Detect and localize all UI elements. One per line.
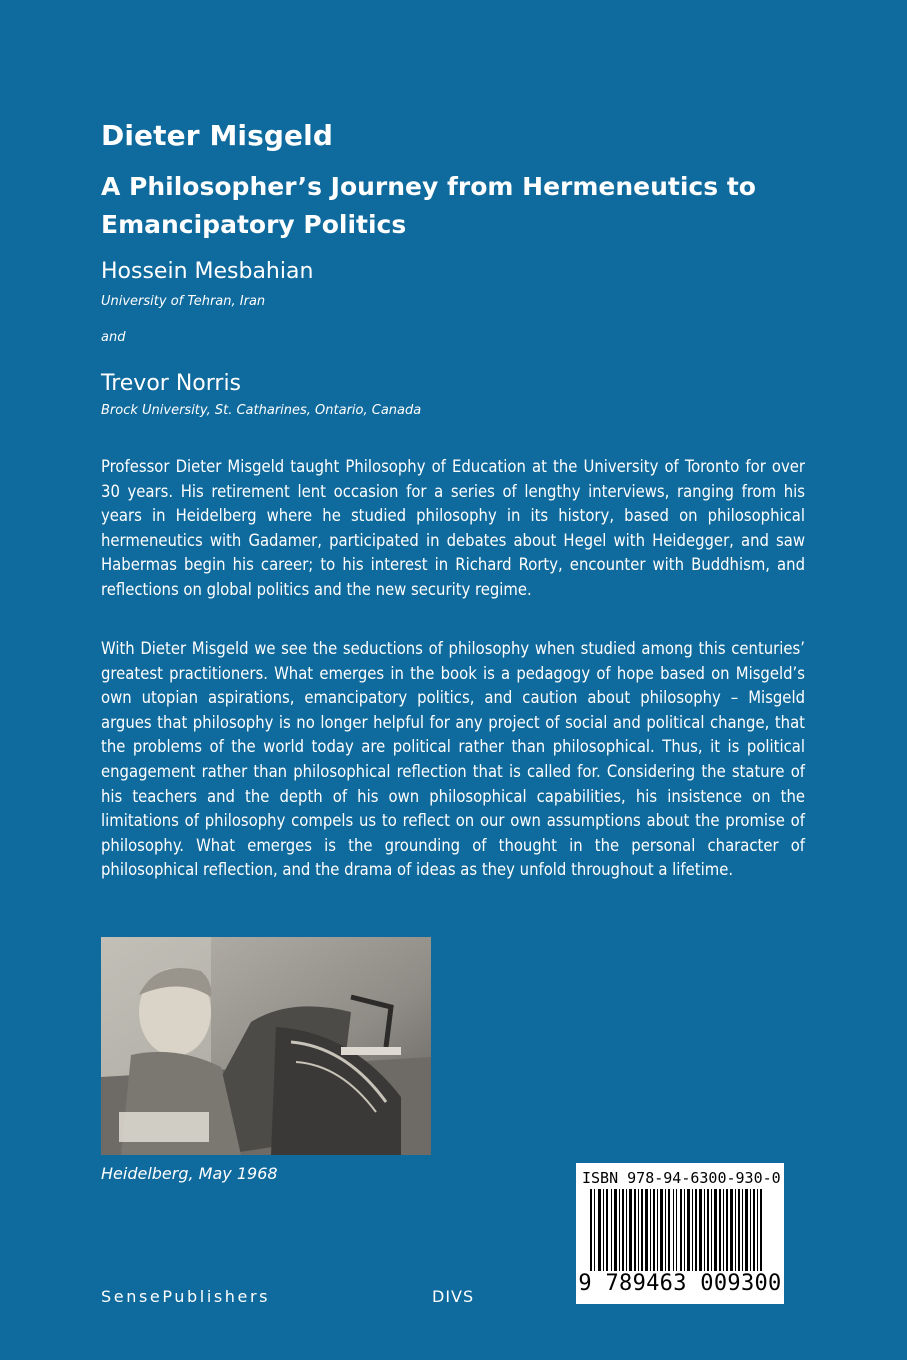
author-affiliation-2: Brock University, St. Catharines, Ontario, Canada [101,403,422,418]
description-paragraph-2: With Dieter Misgeld we see the seductions of philosophy when studied among this centuries’ greatest practitioners. What emerges in the book is a pedagogy of hope based on Misgeld’s own utopian aspirations, emancipatory politics, and caution about philosophy – Misgeld argues that philosophy is no longer helpful for any project of social and political change, that the problems of the world today are political rather than philosophical. Thus, it is political engagement rather than philosophical reflection that is called for. Considering the stature of his teachers and the depth of his own philosophical capabilities, his insistence on the limitations of philosophy compels us to reflect on our own assumptions about the promise of philosophy. What emerges is the grounding of thought in the personal character of philosophical reflection, and the drama of ideas as they unfold throughout a lifetime. [101,639,805,880]
author-name-2: Trevor Norris [101,371,242,396]
publisher-name: SensePublishers [101,1287,271,1306]
description-paragraph-1: Professor Dieter Misgeld taught Philosophy of Education at the University of Toronto for over 30 years. His retirement lent occasion for a series of lengthy interviews, ranging from his years in Heidelberg where he studied philosophy in its history, based on philosophical hermeneutics with Gadamer, participated in debates about Hegel with Heidegger, and saw Habermas begin his career; to his interest in Richard Rorty, encounter with Buddhism, and reflections on global politics and the new security regime. [101,457,805,599]
book-subtitle: A Philosopher’s Journey from Hermeneutics to Emancipatory Politics [101,172,756,239]
author-name-1: Hossein Mesbahian [101,259,314,284]
author-affiliation-1: University of Tehran, Iran [101,294,266,309]
isbn-label: ISBN 978-94-6300-930-0 [582,1169,781,1187]
author-photo-image [101,937,431,1155]
isbn-barcode [576,1163,784,1304]
book-title: Dieter Misgeld [101,119,333,152]
photo-caption: Heidelberg, May 1968 [101,1164,278,1183]
isbn-digits: 9 789463 009300 [578,1271,782,1296]
series-name: DIVS [432,1287,475,1306]
author-photo [101,937,431,1155]
author-connector: and [101,330,126,345]
